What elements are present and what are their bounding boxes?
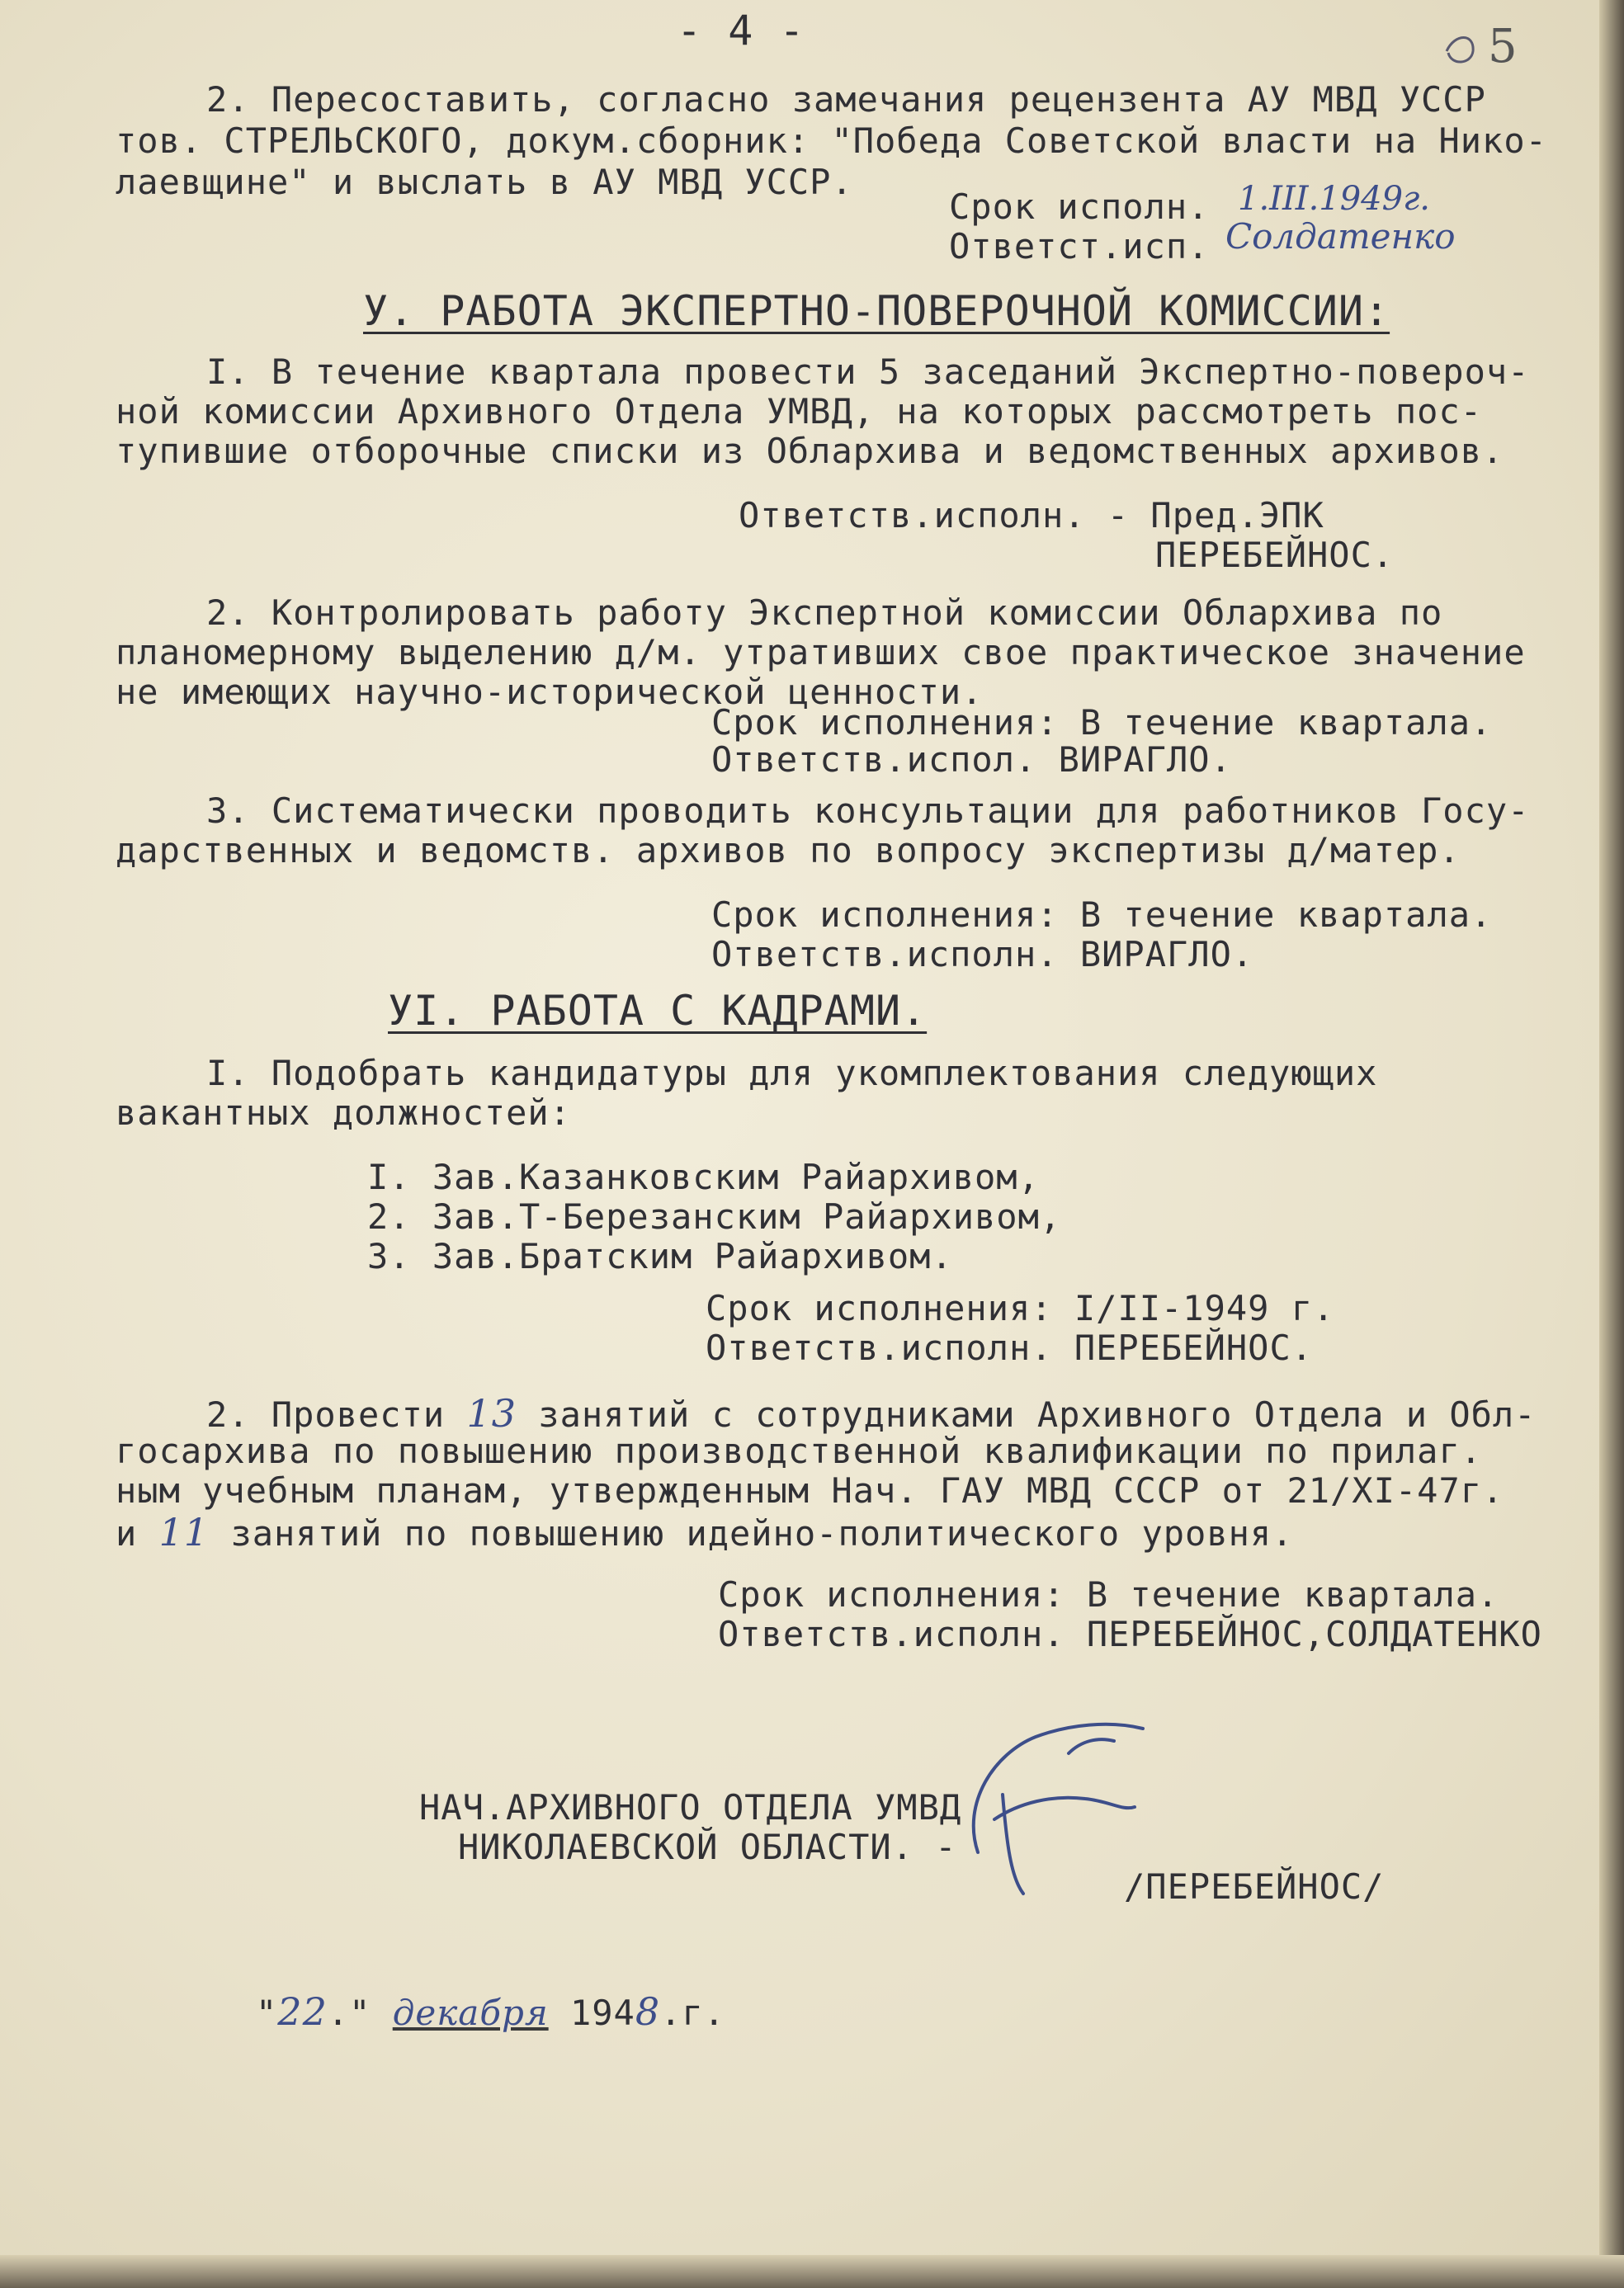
s6-p1-line2: вакантных должностей:	[116, 1092, 572, 1133]
date-year-handwritten: 8	[635, 1989, 661, 2034]
s6-p2-line1-start: 2. Провести	[206, 1394, 446, 1435]
s5-p1-line3: тупившие отборочные списки из Облархива и ведомственных архивов.	[116, 431, 1504, 471]
item2-resp-handwritten: Солдатенко	[1225, 216, 1456, 257]
section5-title-text: У. РАБОТА ЭКСПЕРТНО-ПОВЕРОЧНОЙ КОМИССИИ:	[363, 287, 1390, 335]
date-month-handwritten: декабря	[392, 1993, 549, 2033]
s6-p2-deadline: Срок исполнения: В течение квартала.	[718, 1574, 1499, 1615]
s6-p2-line1	[206, 1391, 1537, 1436]
s6-p2-handwritten-13: 13	[466, 1391, 517, 1436]
s6-p2-line4-end: занятий по повышению идейно-политического уровня.	[230, 1513, 1294, 1554]
s5-p3-deadline: Срок исполнения: В течение квартала.	[711, 894, 1493, 935]
s6-p2-resp: Ответств.исполн. ПЕРЕБЕЙНОС,СОЛДАТЕНКО	[718, 1614, 1542, 1654]
s6-p1-deadline: Срок исполнения: I/II-1949 г.	[706, 1288, 1335, 1328]
s6-p2-line4-start: и	[116, 1513, 138, 1554]
s5-p1-resp2: ПЕРЕБЕЙНОС.	[1155, 535, 1395, 575]
s6-p2-line3: ным учебным планам, утвержденным Нач. ГАУ МВД СССР от 21/XI-47г.	[116, 1470, 1504, 1511]
s6-list-item-2: 2. Зав.Т-Березанским Райархивом,	[367, 1196, 1062, 1237]
s5-p1-line2: ной комиссии Архивного Отдела УМВД, на которых рассмотреть пос-	[116, 391, 1483, 432]
item2-deadline-label: Срок исполн.	[949, 186, 1210, 227]
s5-p1-resp1: Ответств.исполн. - Пред.ЭПК	[739, 495, 1324, 535]
s6-p2-handwritten-11: 11	[158, 1510, 210, 1554]
s6-p2-line2: госархива по повышению производственной квалификации по прилаг.	[116, 1431, 1483, 1471]
s5-p3-resp: Ответств.исполн. ВИРАГЛО.	[711, 934, 1254, 974]
signoff-title-line2: НИКОЛАЕВСКОЙ ОБЛАСТИ. -	[458, 1827, 957, 1867]
s6-list-item-1: I. Зав.Казанковским Райархивом,	[367, 1157, 1040, 1197]
section5-title	[363, 287, 1390, 335]
item2-line1: 2. Пересоставить, согласно замечания рецензента АУ МВД УССР	[206, 79, 1486, 120]
s5-p2-line3: не имеющих научно-исторической ценности.	[116, 672, 984, 712]
s5-p3-line2: дарственных и ведомств. архивов по вопросу экспертизы д/матер.	[116, 830, 1461, 870]
section6-title	[388, 987, 928, 1035]
date-year-end: .г.	[660, 1993, 725, 2033]
page-edge-bottom	[0, 2255, 1624, 2288]
page-number: - 4 -	[677, 7, 805, 54]
page-edge-right	[1599, 0, 1624, 2288]
s5-p2-resp: Ответств.испол. ВИРАГЛО.	[711, 739, 1232, 780]
s5-p3-line1: 3. Систематически проводить консультации для работников Госу-	[206, 790, 1530, 831]
section6-title-text: УI. РАБОТА С КАДРАМИ.	[388, 987, 928, 1035]
s6-p1-line1: I. Подобрать кандидатуры для укомплектования следующих	[206, 1053, 1378, 1093]
item2-resp-label: Ответст.исп.	[949, 226, 1210, 267]
s5-p1-line1: I. В течение квартала провести 5 заседаний Экспертно-повероч-	[206, 351, 1530, 392]
corner-page-number-stamp	[1440, 17, 1539, 74]
s6-p2-line1-end: занятий с сотрудниками Архивного Отдела и Обл-	[538, 1394, 1537, 1435]
date-open-quote: "	[256, 1993, 278, 2033]
date-day-handwritten: 22	[277, 1989, 328, 2034]
s6-list-item-3: 3. Зав.Братским Райархивом.	[367, 1236, 953, 1276]
s5-p2-line1: 2. Контролировать работу Экспертной комиссии Облархива по	[206, 592, 1443, 633]
s5-p2-line2: планомерному выделению д/м. утративших свое практическое значение	[116, 632, 1526, 672]
corner-number: 5	[1488, 20, 1518, 73]
s6-p1-resp: Ответств.исполн. ПЕРЕБЕЙНОС.	[706, 1328, 1314, 1368]
s6-p2-line4	[116, 1510, 1294, 1554]
signoff-title-line1: НАЧ.АРХИВНОГО ОТДЕЛА УМВД	[419, 1787, 962, 1828]
signoff-date	[256, 1989, 725, 2034]
signoff-name: /ПЕРЕБЕЙНОС/	[1124, 1866, 1385, 1907]
item2-deadline-handwritten: 1.III.1949г.	[1238, 180, 1431, 218]
date-close-quote: ."	[327, 1993, 371, 2033]
date-year-start: 194	[569, 1993, 635, 2033]
item2-line2: тов. СТРЕЛЬСКОГО, докум.сборник: "Победа Советской власти на Нико-	[116, 120, 1547, 161]
s5-p2-deadline: Срок исполнения: В течение квартала.	[711, 702, 1493, 743]
item2-line3: лаевщине" и выслать в АУ МВД УССР.	[116, 162, 853, 202]
